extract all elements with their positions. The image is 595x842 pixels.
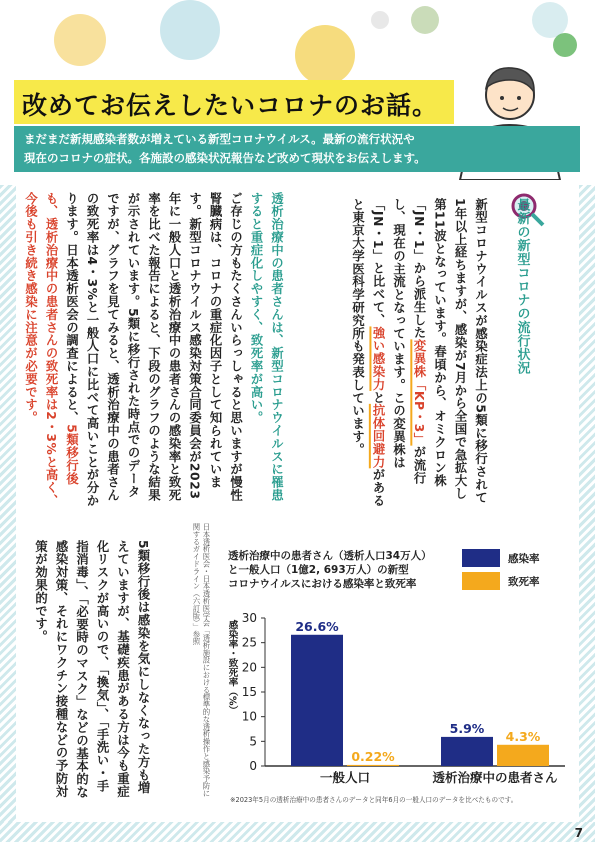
- bar-chart: [220, 596, 580, 796]
- bar-infection: [291, 635, 343, 766]
- x-tick-label: 一般人口: [319, 770, 371, 785]
- bar-fatality: [497, 745, 549, 766]
- left-stripe-border: [0, 185, 16, 825]
- bar-fatality: [347, 765, 399, 766]
- chart-title-line: と一般人口（1億2, 693万人）の新型: [228, 564, 409, 576]
- section-lead: 透析治療中の患者さんは、新型コロナウイルスに罹患すると重症化しやすく、致死率が高い。: [249, 192, 284, 502]
- legend-swatch-infection: [462, 549, 500, 567]
- y-tick-label: 5: [249, 734, 257, 749]
- virus-icon: [54, 14, 106, 66]
- highlight-antibody-evasion: 抗体回避力: [371, 403, 385, 469]
- section-body: 5類移行後は感染を気にしなくなった方も増えていますが、基礎疾患がある方は今も重症化リスクが高いので、「換気」、「手洗い・手指消毒」、「必要時のマスク」などの基本的な感染対策、それにワクチン接種などの予防対策が効果的です。: [33, 540, 150, 799]
- y-tick-label: 25: [241, 635, 257, 650]
- intro-line-1: まだまだ新規感染者数が増えている新型コロナウイルス。最新の流行状況や: [24, 132, 415, 146]
- bottom-stripe-border: [0, 822, 595, 842]
- chart-title-line: コロナウイルスにおける感染率と致死率: [228, 578, 417, 590]
- section-body: が流行し、現在の主流となっています。この変異株は「JN・1」と比べて、: [371, 198, 426, 485]
- highlight-variant: 変異株「KP・3」: [412, 339, 426, 446]
- bar-infection: [441, 737, 493, 766]
- section-dialysis-patients: [20, 192, 287, 510]
- section-body: 新型コロナウイルスが感染症法上の5類に移行されて1年以上経ちますが、感染が7月から全国で急拡大し第11波となっています。春頃から、オミクロン株「JN・1」から派生した: [412, 198, 488, 504]
- section-body: と: [371, 390, 385, 404]
- legend-swatch-fatality: [462, 572, 500, 590]
- bar-data-label: 5.9%: [449, 720, 485, 736]
- bar-data-label: 0.22%: [351, 748, 395, 764]
- y-tick-label: 20: [241, 660, 257, 675]
- legend-label-fatality: 致死率: [508, 576, 540, 588]
- virus-icon: [295, 25, 355, 85]
- section-prevention: [30, 540, 153, 802]
- virus-icon: [532, 2, 568, 38]
- y-tick-label: 10: [241, 709, 257, 724]
- page-title: 改めてお伝えしたいコロナのお話。: [22, 91, 439, 120]
- virus-icon: [371, 11, 389, 29]
- intro-line-2: 現在のコロナの症状。各施設の感染状況報告など改めて現状をお伝えします。: [24, 151, 426, 165]
- chart-title: [228, 549, 458, 591]
- section-heading: 最新の新型コロナの流行状況: [514, 198, 530, 375]
- page-number: 7: [574, 826, 583, 840]
- y-tick-label: 0: [249, 759, 257, 773]
- highlight-infectivity: 強い感染力: [371, 326, 385, 391]
- x-tick-label: 透析治療中の患者さん: [432, 770, 558, 785]
- section-body: があると東京大学医科学研究所も発表しています。: [350, 198, 385, 508]
- intro-text: [24, 130, 564, 168]
- bar-data-label: 4.3%: [505, 728, 541, 744]
- virus-icon: [411, 6, 439, 34]
- chart-source-note: 日本透析医会・日本透析医学会「透析施設における標準的な透析操作と感染予防に関するガイドライン（六訂版）」参照: [192, 523, 211, 797]
- chart-footnote: ※2023年5月の透析治療中の患者さんのデータと同年6月の一般人口のデータを比べたものです。: [230, 796, 518, 804]
- emphasis-text: 5類移行後も、透析治療中の患者さんの致死率は2・3%と高く、今後も引き続き感染に注意が必要です。: [23, 192, 79, 508]
- section-latest-trend: [347, 198, 532, 510]
- right-stripe-border: [579, 185, 595, 825]
- y-tick-label: 30: [241, 611, 257, 625]
- bar-data-label: 26.6%: [295, 618, 339, 634]
- y-tick-label: 15: [241, 685, 257, 699]
- virus-icon: [160, 0, 220, 60]
- section-body: ご存じの方もたくさんいらっしゃると思いますが慢性腎臓病は、コロナの重症化因子として知られています。新型コロナウイルス感染対策合同委員会が2023年に一般人口と透析治療中の患者さんの感染率と致死率を比べた報告によると、下段のグラフのような結果が示されています。5類に移行された時点でのデータですが、グラフを見てみると、透析治療中の患者さんの致死率は4・3%と一般人口に比べて高いことが分かります。: [64, 192, 243, 508]
- legend-label-infection: 感染率: [508, 553, 540, 565]
- chart-title-line: 透析治療中の患者さん（透析人口34万人）: [228, 550, 432, 562]
- y-axis-label: 感染率・致死率（%）: [226, 620, 238, 716]
- section-body: 日本透析医会の調査によると、: [64, 243, 79, 425]
